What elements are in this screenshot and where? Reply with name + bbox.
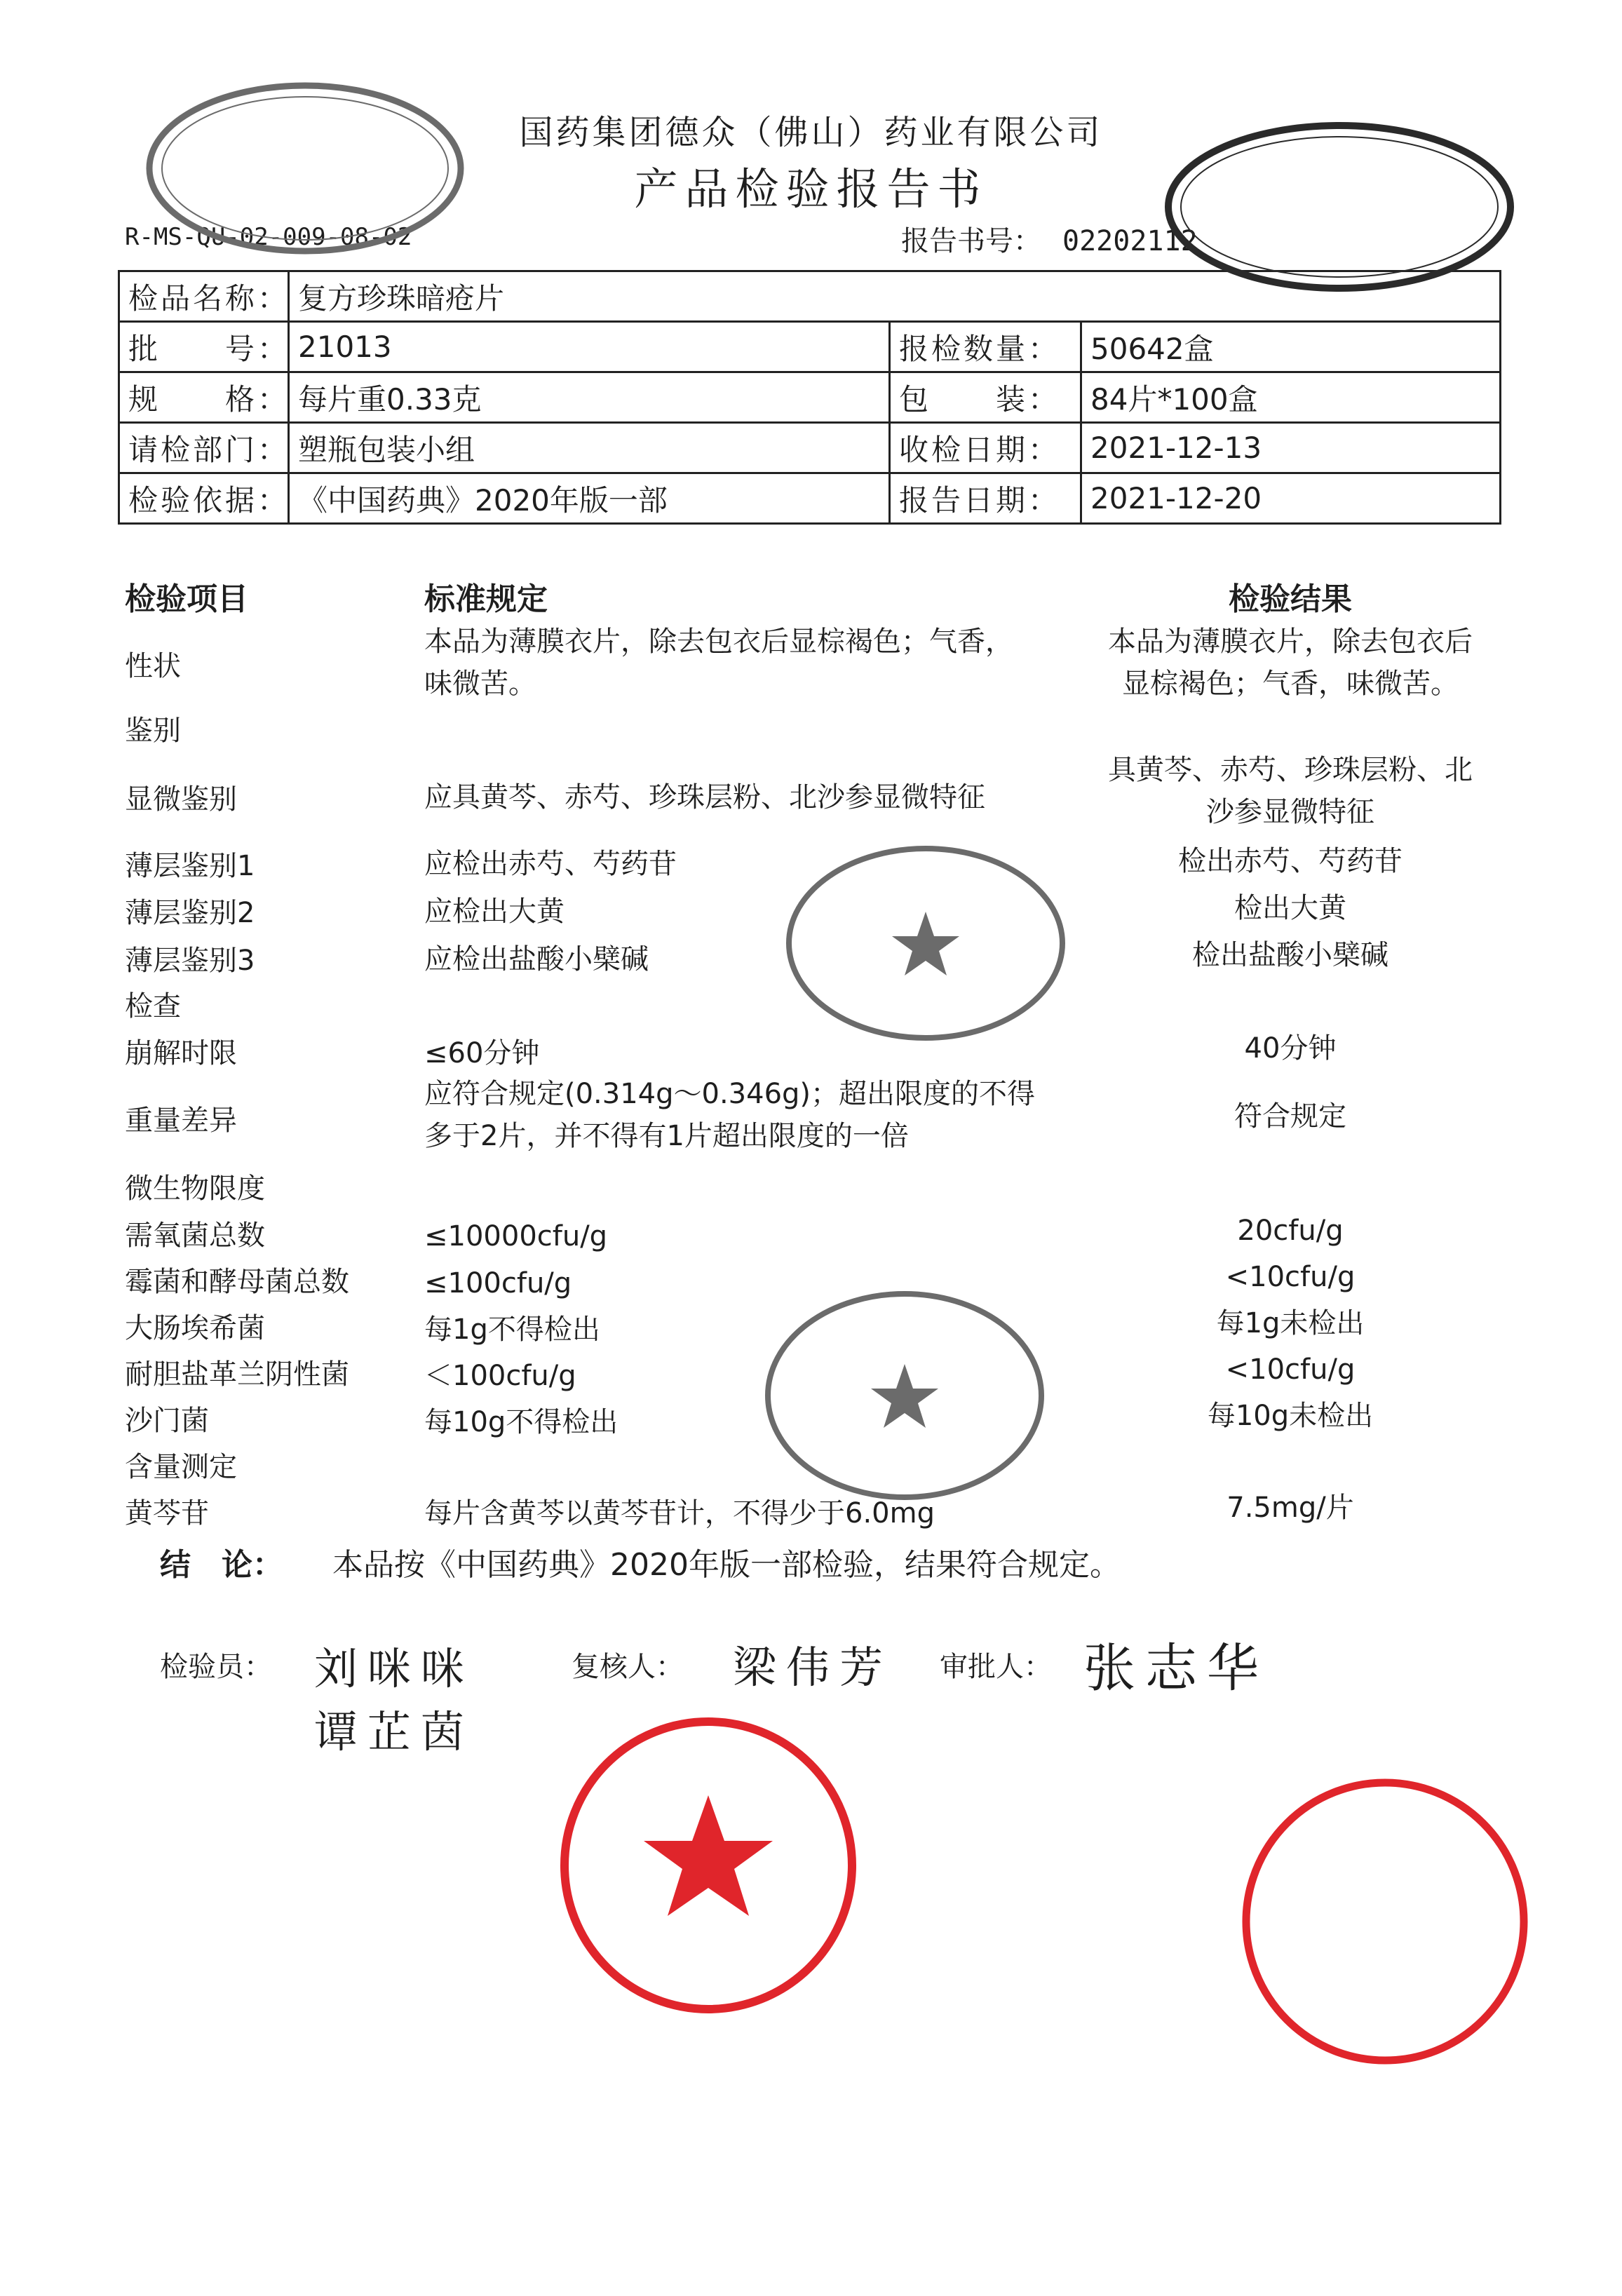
standard-tlc-1: 应检出赤芍、芍药苷 (424, 848, 677, 880)
table-row (119, 372, 1501, 423)
result-tlc-3: 检出盐酸小檗碱 (1192, 939, 1388, 971)
standard-disintegration: ≤60分钟 (424, 1037, 540, 1069)
dept-value: 塑瓶包装小组 (289, 423, 890, 473)
company-name: 国药集团德众（佛山）药业有限公司 (519, 113, 1103, 152)
batch-label: 批 号： (119, 322, 289, 372)
standard-microscopic: 应具黄芩、赤芍、珍珠层粉、北沙参显微特征 (424, 781, 985, 813)
item-appearance: 性状 (125, 650, 181, 682)
result-aerobic-count: 20cfu/g (1237, 1215, 1344, 1247)
reviewer-label: 复核人： (572, 1651, 684, 1683)
item-e-coli: 大肠埃希菌 (125, 1312, 265, 1344)
form-code: R-MS-QU-02-009-08-02 (125, 223, 412, 251)
seal-stamp-manufacturer (1157, 116, 1522, 298)
standard-line: 味微苦。 (424, 668, 536, 700)
seal-stamp-quality-2 (757, 1283, 1052, 1508)
result-tlc-1: 检出赤芍、芍药苷 (1178, 845, 1403, 877)
quantity-value: 50642盒 (1081, 322, 1501, 372)
item-tlc-1: 薄层鉴别1 (125, 850, 255, 882)
result-line: 本品为薄膜衣片，除去包衣后 (1108, 626, 1473, 658)
table-row (119, 473, 1501, 524)
report-number-value: 02202112 (1062, 225, 1198, 257)
reviewer-signature: 梁伟芳 (733, 1642, 893, 1693)
package-label: 包 装： (890, 372, 1081, 423)
column-header-standard: 标准规定 (424, 581, 548, 617)
standard-baicalin: 每片含黄芩以黄芩苷计，不得少于6.0mg (424, 1497, 935, 1529)
standard-tlc-3: 应检出盐酸小檗碱 (424, 943, 649, 975)
standard-bile-tolerant: ＜100cfu/g (424, 1360, 576, 1392)
approver-label: 审批人： (940, 1651, 1052, 1683)
spec-label: 规 格： (119, 372, 289, 423)
item-aerobic-count: 需氧菌总数 (125, 1220, 265, 1252)
item-baicalin: 黄芩苷 (125, 1497, 209, 1529)
inspector-label: 检验员： (160, 1651, 272, 1683)
conclusion-text: 本品按《中国药典》2020年版一部检验，结果符合规定。 (332, 1547, 1121, 1583)
result-appearance (1073, 621, 1508, 705)
conclusion (160, 1539, 1121, 1584)
result-salmonella: 每10g未检出 (1207, 1400, 1374, 1432)
item-inspection: 检查 (125, 990, 181, 1022)
report-number-label: 报告书号： (901, 225, 1041, 257)
basis-value: 《中国药典》2020年版一部 (289, 473, 890, 524)
standard-line: 本品为薄膜衣片，除去包衣后显棕褐色；气香， (424, 626, 1013, 658)
standard-mold-yeast: ≤100cfu/g (424, 1267, 572, 1299)
standard-line: 应符合规定(0.314g～0.346g)；超出限度的不得 (424, 1078, 1036, 1110)
item-salmonella: 沙门菌 (125, 1405, 209, 1437)
seal-stamp-pharmacy (554, 1711, 863, 2020)
result-mold-yeast: <10cfu/g (1225, 1261, 1356, 1293)
report-date-label: 报告日期： (890, 473, 1081, 524)
item-weight-variation: 重量差异 (125, 1105, 237, 1137)
result-line: 具黄芩、赤芍、珍珠层粉、北 (1108, 754, 1473, 786)
spec-value: 每片重0.33克 (289, 372, 890, 423)
quantity-label: 报检数量： (890, 322, 1081, 372)
dept-label: 请检部门： (119, 423, 289, 473)
item-identification: 鉴别 (125, 715, 181, 747)
result-weight-variation: 符合规定 (1234, 1100, 1346, 1133)
standard-salmonella: 每10g不得检出 (424, 1406, 619, 1438)
document-title: 产品检验报告书 (634, 163, 988, 215)
standard-tlc-2: 应检出大黄 (424, 896, 565, 928)
column-header-item: 检验项目 (125, 581, 248, 617)
result-line: 显棕褐色；气香，味微苦。 (1122, 668, 1459, 700)
result-bile-tolerant: <10cfu/g (1225, 1353, 1356, 1386)
conclusion-label: 结 论： (160, 1547, 283, 1583)
approver-signature: 张志华 (1083, 1638, 1269, 1699)
inspector2-signature: 谭芷茵 (314, 1706, 475, 1757)
batch-value: 21013 (289, 322, 890, 372)
report-number (901, 219, 1198, 259)
result-baicalin: 7.5mg/片 (1226, 1492, 1354, 1524)
inspector-signature: 刘咪咪 (314, 1643, 475, 1694)
receive-date-label: 收检日期： (890, 423, 1081, 473)
item-tlc-3: 薄层鉴别3 (125, 945, 255, 977)
standard-weight-variation (424, 1073, 1055, 1157)
column-header-result: 检验结果 (1229, 581, 1352, 617)
item-disintegration: 崩解时限 (125, 1037, 237, 1069)
receive-date-value: 2021-12-13 (1081, 423, 1501, 473)
item-bile-tolerant: 耐胆盐革兰阴性菌 (125, 1358, 349, 1391)
result-disintegration: 40分钟 (1244, 1032, 1337, 1065)
table-row (119, 423, 1501, 473)
table-row (119, 322, 1501, 372)
basis-label: 检验依据： (119, 473, 289, 524)
item-tlc-2: 薄层鉴别2 (125, 897, 255, 929)
product-info-table (118, 270, 1501, 525)
result-e-coli: 每1g未检出 (1216, 1307, 1365, 1339)
report-date-value: 2021-12-20 (1081, 473, 1501, 524)
standard-line: 多于2片，并不得有1片超出限度的一倍 (424, 1120, 909, 1152)
result-microscopic (1073, 749, 1508, 833)
seal-stamp-supplier (1238, 1771, 1532, 2072)
product-name-value: 复方珍珠暗疮片 (289, 271, 1501, 322)
item-microscopic: 显微鉴别 (125, 783, 237, 816)
product-name-label: 检品名称： (119, 271, 289, 322)
item-microbial-limit: 微生物限度 (125, 1173, 265, 1205)
seal-stamp-distributor (137, 77, 473, 259)
standard-e-coli: 每1g不得检出 (424, 1314, 600, 1346)
result-line: 沙参显微特征 (1206, 796, 1374, 828)
item-mold-yeast: 霉菌和酵母菌总数 (125, 1266, 349, 1298)
seal-stamp-quality-1 (778, 838, 1073, 1048)
package-value: 84片*100盒 (1081, 372, 1501, 423)
standard-appearance (424, 621, 1055, 705)
result-tlc-2: 检出大黄 (1234, 892, 1346, 924)
standard-aerobic-count: ≤10000cfu/g (424, 1220, 608, 1252)
item-assay: 含量测定 (125, 1451, 237, 1483)
